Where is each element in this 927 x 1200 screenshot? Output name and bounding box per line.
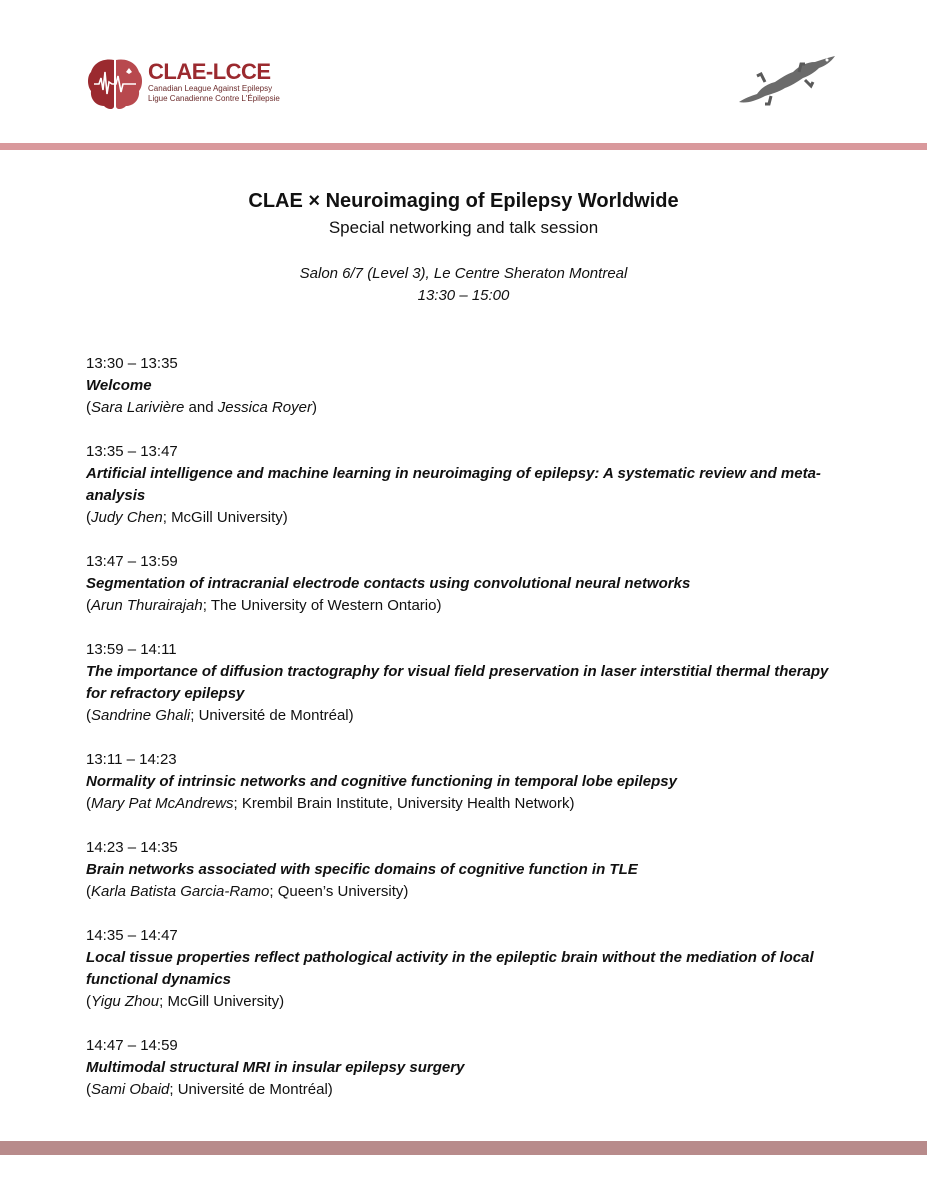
talk-time: 13:59 – 14:11: [86, 641, 177, 658]
speaker-affiliation: The University of Western Ontario: [210, 597, 437, 614]
program-item: [86, 925, 846, 1013]
talk-speakers: (Sara Larivière and Jessica Royer): [86, 399, 317, 416]
talk-title: Local tissue properties reflect pathological activity in the epileptic brain without the mediation of local functional dynamics: [86, 949, 814, 988]
program-item: [86, 837, 846, 903]
program-item: [86, 749, 846, 815]
talk-time: 14:23 – 14:35: [86, 839, 178, 856]
top-divider: [0, 143, 927, 150]
talk-title: Normality of intrinsic networks and cognitive functioning in temporal lobe epilepsy: [86, 773, 677, 790]
program-item: [86, 1035, 846, 1101]
talk-speakers: (Arun Thurairajah; The University of Western Ontario): [86, 597, 442, 614]
speaker-affiliation: Queen’s University: [277, 883, 404, 900]
talk-speakers: (Judy Chen; McGill University): [86, 509, 288, 526]
speaker-name: Sami Obaid: [91, 1081, 170, 1098]
program-item: [86, 639, 846, 727]
speaker-name: Sandrine Ghali: [91, 707, 191, 724]
logo-subtitle-en: Canadian League Against Epilepsy: [148, 84, 273, 93]
talk-speakers: (Mary Pat McAndrews; Krembil Brain Institute, University Health Network): [86, 795, 575, 812]
event-venue: Salon 6/7 (Level 3), Le Centre Sheraton Montreal: [299, 265, 628, 282]
talk-speakers: (Sami Obaid; Université de Montréal): [86, 1081, 333, 1098]
talk-title: Artificial intelligence and machine learning in neuroimaging of epilepsy: A systematic review and meta-analysis: [86, 465, 821, 504]
program-item: [86, 441, 846, 529]
talk-title: Segmentation of intracranial electrode contacts using convolutional neural networks: [86, 575, 691, 592]
logo-title: CLAE-LCCE: [148, 59, 271, 84]
logo-subtitle-fr: Ligue Canadienne Contre L'Épilepsie: [148, 94, 280, 103]
speaker-name: Yigu Zhou: [91, 993, 160, 1010]
talk-title: Brain networks associated with specific domains of cognitive function in TLE: [86, 861, 638, 878]
speaker-affiliation: Université de Montréal: [198, 707, 349, 724]
bottom-divider: [0, 1141, 927, 1155]
talk-time: 13:11 – 14:23: [86, 751, 177, 768]
event-header: [0, 187, 927, 307]
program-item: [86, 353, 846, 419]
talk-title: Multimodal structural MRI in insular epilepsy surgery: [86, 1059, 465, 1076]
talk-speakers: (Yigu Zhou; McGill University): [86, 993, 285, 1010]
brain-icon: [86, 54, 144, 114]
speaker-name: Sara Larivière: [91, 399, 185, 416]
talk-time: 14:35 – 14:47: [86, 927, 178, 944]
talk-speakers: (Sandrine Ghali; Université de Montréal): [86, 707, 354, 724]
speaker-affiliation: McGill University: [167, 993, 280, 1010]
program-item: [86, 551, 846, 617]
talk-time: 13:35 – 13:47: [86, 443, 178, 460]
clae-lcce-logo: [86, 54, 286, 118]
talk-title: Welcome: [86, 377, 152, 394]
talk-speakers: (Karla Batista Garcia-Ramo; Queen’s University): [86, 883, 409, 900]
speaker-affiliation: Krembil Brain Institute, University Health Network: [241, 795, 570, 812]
lizard-logo-icon: [735, 52, 840, 107]
speaker-name: Judy Chen: [91, 509, 163, 526]
speaker-name: Mary Pat McAndrews: [91, 795, 234, 812]
talk-time: 13:47 – 13:59: [86, 553, 178, 570]
talk-time: 14:47 – 14:59: [86, 1037, 178, 1054]
talk-time: 13:30 – 13:35: [86, 355, 178, 372]
event-title: CLAE × Neuroimaging of Epilepsy Worldwide: [248, 190, 679, 212]
speaker-name: Karla Batista Garcia-Ramo: [91, 883, 270, 900]
program-list: [86, 353, 846, 1123]
event-time: 13:30 – 15:00: [417, 287, 510, 304]
speaker-affiliation: McGill University: [171, 509, 283, 526]
speaker-affiliation: Université de Montréal: [177, 1081, 328, 1098]
speaker-name: Arun Thurairajah: [91, 597, 203, 614]
event-subtitle: Special networking and talk session: [328, 218, 599, 237]
talk-title: The importance of diffusion tractography for visual field preservation in laser interstitial thermal therapy for refractory epilepsy: [86, 663, 829, 702]
speaker-name: Jessica Royer: [217, 399, 312, 416]
